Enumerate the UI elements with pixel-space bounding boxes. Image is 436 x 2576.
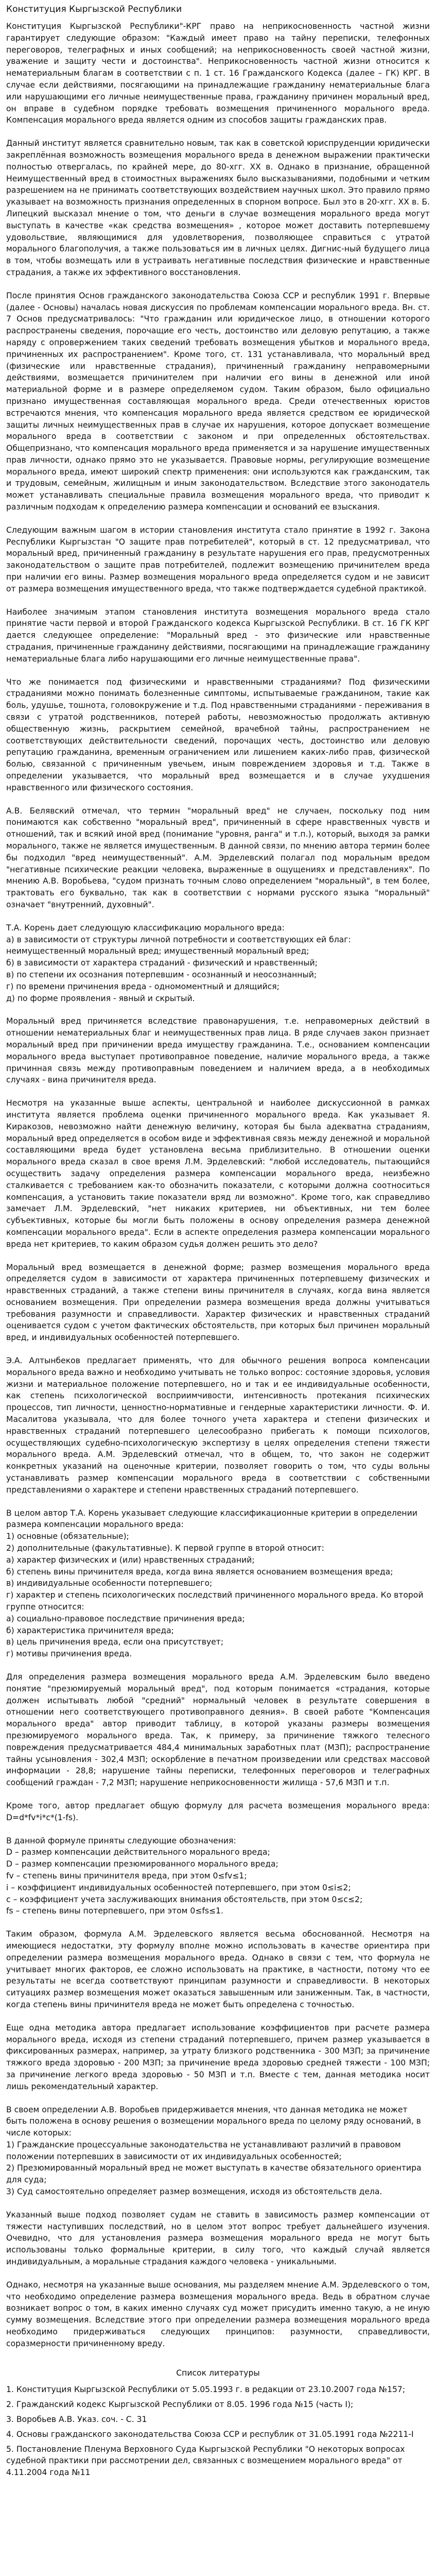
paragraph: Следующим важным шагом в истории становления института стало принятие в 1992 г. Закона Республики Кыргызстан "О защите прав потребителей", который в ст. 12 предусматривал, что моральный вред, причиненный гражданину в результате нарушения его прав, предусмотренных законодательством о защите прав потребителей, подлежит возмещению причинителем вреда при наличии его вины. Размер возмещения морального вреда определяется судом и не зависит от размера возмещения имущественного вреда, что также подтверждается судебной практикой. — [6, 525, 430, 594]
list-item: в) по степени их осознания потерпевшим - осознанный и неосознанный; — [6, 970, 317, 979]
paragraph: Несмотря на указанные выше аспекты, центральной и наиболее дискуссионной в рамках института является проблема оценки причиненного морального вреда. Как указывает Я. Киракозов, невозможно найти денежную величину, которая бы была адекватна страданиям, моральный вред определяется в особом виде и эффективная связь между денежной и моральной составляющими вреда будет установлена весьма приблизительно. В отношении оценки морального вреда сказал в свое время Л.М. Эрделевский: "любой исследователь, пытающийся осуществить задачу определения размера компенсации морального вреда, неизбежно сталкивается с требованием как-то обозначить показатели, с которыми должна соотноситься компенсация, а установить такие показатели вряд ли возможно". Кроме того, как справедливо замечает Л.М. Эрделевский, "нет никаких критериев, ни объективных, ни тем более субъективных, которые бы могли быть положены в основу определения размера денежной компенсации морального вреда". Если в аспекте определения размера компенсации морального вреда нет критериев, то каким образом судья должен решить это дело? — [6, 1098, 430, 1249]
list-item: i – коэффициент индивидуальных особенностей потерпевшего, при этом 0≤i≤2; — [6, 1883, 351, 1892]
list-item: D – размер компенсации презюмированного морального вреда; — [6, 1859, 278, 1869]
reference-item: 4. Основы гражданского законодательства Союза ССР и республик от 31.05.1991 года №2211-I — [6, 2429, 414, 2439]
list-item: fs – степень вины потерпевшего, при этом 0≤fs≤1. — [6, 1906, 223, 1916]
paragraph: Моральный вред возмещается в денежной форме; размер возмещения морального вреда определяется судом в зависимости от характера причиненных потерпевшему физических и нравственных страданий, а также степени вины причинителя в случаях, когда вина является основанием возмещения. При определении размера возмещения вреда должны учитываться требования разумности и справедливости. Характер физических и нравственных страданий оценивается судом с учетом фактических обстоятельств, при которых был причинен моральный вред, и индивидуальных особенностей потерпевшего. — [6, 1262, 430, 1343]
list-item: а) в зависимости от структуры личной потребности и соответствующих ей благ: неимущественный моральный вред; имущественный моральный вред; — [6, 935, 351, 956]
paragraph: Т.А. Корень дает следующую классификацию морального вреда: — [6, 923, 285, 933]
list-item: б) характеристика причинителя вреда; — [6, 1625, 174, 1635]
list-item: 1) Гражданские процессуальные законодательства не устанавливают различий в правовом положении потерпевших в зависимости от их индивидуальных особенностей; — [6, 2140, 401, 2161]
reasons-list — [6, 2139, 430, 2198]
list-item: 1) основные (обязательные); — [6, 1532, 129, 1541]
paragraph: Таким образом, формула А.М. Эрделевского является весьма обоснованной. Несмотря на имеющиеся недостатки, эту формулу вполне можно использовать в качестве ориентира при определении размера возмещения морального вреда. Однако в связи с тем, что формула не учитывает многих факторов, ее сложно использовать на практике, в частности, потому что ее результаты не всегда соответствуют принципам разумности и справедливости. В некоторых ситуациях размер возмещения может оказаться завышенным или заниженным. Так, в частности, когда степень вины причинителя вреда не может быть определена с точностью. — [6, 1929, 430, 2009]
list-item: а) социально-правовое последствие причинения вреда; — [6, 1614, 245, 1623]
list-item: 2) дополнительные (факультативные). К первой группе в второй относит: — [6, 1544, 324, 1553]
formula-legend — [6, 1846, 430, 1917]
paragraph: А.В. Белявский отмечал, что термин "моральный вред" не случаен, поскольку под ним понимаются как собственно "моральный вред", причиненный в сфере нравственных чувств и отношений, так и всякий иной вред (понимание "уровня, ранга" и т.п.), который, выходя за рамки морального, также не является имущественным. В данной связи, по мнению автора термин более бы подходил "вред неимущественный". А.М. Эрделевский полагал под моральным вредом "негативные психические реакции человека, выраженные в ощущениях и представлениях". По мнению А.В. Воробьева, "судом признать точным слово определением "моральный", в тем более, трактовать его буквально, так как в соответствии с нормами русского языка "моральный" означает "внутренний, духовный". — [6, 806, 430, 909]
paragraph: В своем определении А.В. Воробьев придерживается мнения, что данная методика не может быть положена в основу решения о возмещении морального вреда по целому ряду оснований, в числе которых: — [6, 2105, 421, 2138]
list-item: D – размер компенсации действительного морального вреда; — [6, 1848, 270, 1857]
paragraph: Для определения размера возмещения морального вреда А.М. Эрделевским было введено понятие "презюмируемый моральный вред", под которым понимается «страдания, которые должен испытывать любой "средний" нормальный человек в результате совершения в отношении него соответствующего противоправного деяния». В своей работе "Компенсация морального вреда" автор приводит таблицу, в которой указаны размеры возмещения презюмируемого морального вреда. Так, к примеру, за причинение тяжкого телесного повреждения предусматривается 484,4 минимальных заработных плат (МЗП); распространение тайны усыновления - 302,4 МЗП; оскорбление в печатном произведении или средствах массовой информации - 28,8; нарушение тайны переписки, телефонных переговоров и телеграфных сообщений граждан - 7,2 МЗП; нарушение неприкосновенности жилища - 57,6 МЗП и т.п. — [6, 1672, 430, 1788]
paragraph: В целом автор Т.А. Корень указывает следующие классификационные критерии в определении размера компенсации морального вреда: — [6, 1508, 417, 1530]
list-item: д) по форме проявления - явный и скрытый. — [6, 993, 195, 1003]
list-item: в) цель причинения вреда, если она присутствует; — [6, 1637, 224, 1647]
list-item: 3) Суд самостоятельно определяет размер возмещения, исходя из обстоятельств дела. — [6, 2187, 382, 2197]
list-item: а) характер физических и (или) нравственных страданий; — [6, 1555, 255, 1565]
paragraph: Данный институт является сравнительно новым, так как в советской юриспруденции юридически закреплённая возможность возмещения морального вреда в денежном выражении практически полностью отвергалась, по крайней мере, до 80-хгг. XX в. Однако в признание, обращенной Неимущественный вред в стоимостных выражениях было высказываниями, подобными и четким разрешением на не принимать соответствующих воздействием научных школ. Это правило прямо указывает на возможность признания определенных в спорном вопросе. Был это в 20-хгг. ХХ в. Б. Липецкий высказал мнение о том, что деньги в случае возмещения морального вреда могут выступать в качестве «как средства возмещения» , которое может доставить потерпевшему удовольствие, являющимися для удовлетворения, позволяющее справиться с утратой морального благополучия, а также пользоваться им в личных целях. Дигнис-ный будущего лица в том, чтобы возмещать или в устраивать негативные последствия физические и нравственные страдания, а также их эффективного восстановления. — [6, 139, 430, 277]
reference-item: 3. Воробьев А.В. Указ. соч. - С. 31 — [6, 2415, 147, 2425]
paragraph: После принятия Основ гражданского законодательства Союза ССР и республик 1991 г. Впервые (далее - Основы) началась новая дискуссия по проблемам компенсации морального вреда. Вн. ст. 7 Основ предусматривалось: "Что гражданин или юридическое лицо, в отношении которого распространены сведения, порочащие его честь, достоинство или деловую репутацию, а также наряду с опровержением таких сведений требовать возмещения убытков и морального вреда, причиненных их распространением". Кроме того, ст. 131 устанавливала, что моральный вред (физические или нравственные страдания), причиненный гражданину неправомерными действиями, возмещается причинителем при наличии его вины в денежной или иной материальной форме и в размере определяемом судом. Таким образом, было официально признано имущественная составляющая морального вреда. Среди отечественных юристов встречаются мнения, что компенсация морального вреда является средством ее юридической защиты личных неимущественных прав в случае их нарушения, которое допускает возмещение морального вреда в соответствии с законом и при определенных обстоятельствах. Общепризнано, что компенсация морального вреда применяется и за нарушение имущественных прав личности, однако прямо это не указывается. Правовые нормы, регулирующие возмещение морального вреда, имеют широкий спектр применения: они используются как гражданским, так и трудовым, семейным, жилищным и иным законодательством. Вследствие этого законодатель может устанавливать специальные правила возмещения морального вреда, что приводит к различным подходам к определению размера компенсации и оснований ее взыскания. — [6, 291, 430, 512]
document-title: Конституция Кыргызской Республики — [6, 4, 182, 14]
criteria-list — [6, 1531, 430, 1660]
references-heading: Список литературы — [176, 2368, 260, 2378]
paragraph: Кроме того, автор предлагает общую формулу для расчета возмещения морального вреда: D=d*fv*i*c*(1-fs). — [6, 1801, 430, 1822]
references-list — [6, 2384, 430, 2479]
list-item: б) в зависимости от характера страданий - физический и нравственный; — [6, 958, 318, 968]
list-item: г) по времени причинения вреда - одномоментный и длящийся; — [6, 981, 280, 991]
list-item: 2) Презюмированный моральный вред не может выступать в качестве обязательного ориентира для суда; — [6, 2163, 422, 2185]
reference-item: 1. Конституция Кыргызской Республики от 5.05.1993 г. в редакции от 23.10.2007 года №157; — [6, 2385, 406, 2395]
paragraph: Указанный выше подход позволяет судам не ставить в зависимость размер компенсации от тяжести наступивших последствий, но в целом этот вопрос требует дальнейшего изучения. Очевидно, что для установления размера возмещения морального вреда не могут быть использованы только формальные критерии, в силу того, что каждый случай является индивидуальным, а моральные страдания каждого человека - уникальными. — [6, 2210, 430, 2267]
paragraph: Э.А. Алтынбеков предлагает применять, что для обычного решения вопроса компенсации морального вреда важно и необходимо учитывать не только вопрос: состояние здоровья, условия жизни и материальное положение потерпевшего, но и так и ее индивидуальные особенности, как степень психологической восприимчивости, интенсивность протекания психических процессов, тип личности, ценностно-нормативные и гендерные характеристики личности. Ф. И. Масалитова указывала, что для более точного учета характера и степени физических и нравственных страданий потерпевшего целесообразно прибегать к помощи психологов, осуществляющих судебно-психологическую экспертизу в целях определения степени тяжести морального вреда. А.М. Эрделевский отмечал, что в общем, то, что закон не содержит конкретных указаний на оценочные критерии, позволяет говорить о том, что суды вольны устанавливать размер компенсации морального вреда в соответствии с собственными представлениями о характере и степени нравственных страданий потерпевшего. — [6, 1356, 430, 1495]
list-item: fv – степень вины причинителя вреда, при этом 0≤fv≤1; — [6, 1871, 247, 1880]
list-item: г) мотивы причинения вреда. — [6, 1649, 132, 1659]
paragraph: Моральный вред причиняется вследствие правонарушения, т.е. неправомерных действий в отношении нематериальных благ и неимущественных прав лица. В ряде случаев закон признает моральный вред при причинении вреда имуществу гражданина. Т.е., основанием компенсации морального вреда выступает противоправное поведение, наличие морального вреда, а также причинная связь между противоправным поведением и наличием вреда, а в необходимых случаях - вина причинителя вреда. — [6, 1016, 430, 1085]
paragraph: Еще одна методика автора предлагает использование коэффициентов при расчете размера морального вреда, исходя из степени страданий потерпевшего, причем размер указывается в фиксированных размерах, например, за утрату близкого родственника - 300 МЗП; за причинение тяжкого вреда здоровью - 200 МЗП; за причинение вреда здоровью средней тяжести - 100 МЗП; за причинение легкого вреда здоровью - 50 МЗП и т.п. Вместе с тем, данная методика носит лишь рекомендательный характер. — [6, 2023, 430, 2091]
paragraph: В данной формуле приняты следующие обозначения: — [6, 1836, 236, 1845]
paragraph: Конституция Кыргызской Республики"-КРГ право на неприкосновенность частной жизни гарантирует следующие образом: "Каждый имеет право на тайну переписки, телефонных переговоров, телеграфных и иных сообщений; на неприкосновенность своей частной жизни, уважение и защиту чести и достоинства". Неприкосновенность частной жизни относится к нематериальным благам в соответствии с п. 1 ст. 16 Гражданского Кодекса (далее – ГК) КРГ. В случае если действиями, посягающими на принадлежащие гражданину нематериальные блага или нарушающими его личные неимущественные права, гражданину причинен моральный вред, он вправе в судебном порядке требовать возмещения причиненного морального вреда. Компенсация морального вреда является одним из способов защиты гражданских прав. — [6, 22, 430, 125]
paragraph: Однако, несмотря на указанные выше основания, мы разделяем мнение А.М. Эрделевского о том, что необходимо определение размера возмещения морального вреда. Ведь в обратном случае возникает вопрос о том, в каких именно случаях суд может присудить именно такую, а не иную сумму возмещения. Вследствие этого при определении размера возмещения морального вреда необходимо придерживаться следующих принципов: разумности, справедливости, соразмерности причиненному вреду. — [6, 2280, 430, 2348]
list-item: в) индивидуальные особенности потерпевшего; — [6, 1579, 213, 1588]
paragraph: Наиболее значимым этапом становления института возмещения морального вреда стало принятие части первой и второй Гражданского кодекса Кыргызской Республики. В ст. 16 ГК КРГ дается следующее определение: "Моральный вред - это физические или нравственные страдания, причиненные гражданину действиями, посягающими на принадлежащие гражданину нематериальные блага либо нарушающими его личные неимущественные права". — [6, 607, 430, 664]
list-item: c – коэффициент учета заслуживающих внимания обстоятельств, при этом 0≤c≤2; — [6, 1894, 363, 1904]
reference-item: 2. Гражданский кодекс Кыргызской Республики от 8.05. 1996 года №15 (часть I); — [6, 2400, 354, 2410]
reference-item: 5. Постановление Пленума Верховного Суда Кыргызской Республики "О некоторых вопросах судебной практики при рассмотрении дел, связанных с возмещением морального вреда" от 4.11.2004 года №11 — [6, 2444, 405, 2478]
list-item: г) характер и степень психологических последствий причиненного морального вреда. Ко второй группе относится: — [6, 1590, 424, 1612]
paragraph: Что же понимается под физическими и нравственными страданиями? Под физическими страданиями можно понимать болезненные симптомы, испытываемые гражданином, такие как боль, удушье, тошнота, головокружение и т.д. Под нравственными страданиями - переживания в связи с утратой родственников, потерей работы, невозможностью продолжать активную общественную жизнь, раскрытием семейной, врачебной тайны, распространением не соответствующих действительности сведений, порочащих честь, достоинство или деловую репутацию гражданина, временным ограничением или лишением каких-либо прав, физической болью, связанной с причиненным увечьем, иным повреждением здоровья и т.д. Также в определении указывается, что моральный вред возмещается и в случае ухудшения нравственного или физического состояния. — [6, 677, 430, 792]
classification-list — [6, 934, 430, 1005]
list-item: б) степень вины причинителя вреда, когда вина является основанием возмещения вреда; — [6, 1567, 393, 1577]
